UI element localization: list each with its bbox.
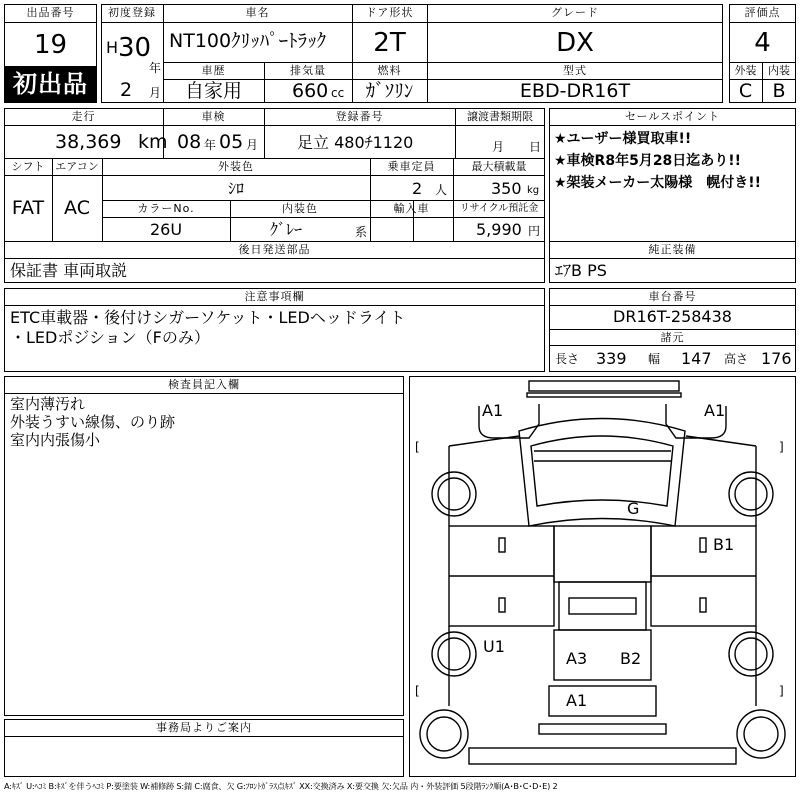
inspection-month: 05 xyxy=(219,131,244,153)
damage-mark-b2: B2 xyxy=(620,649,642,668)
plate-number: 足立 480ﾁ1120 xyxy=(297,133,414,152)
history: 自家用 xyxy=(184,80,242,102)
score-label: 評価点 xyxy=(744,6,781,19)
inspector-line-3: 室内内張傷小 xyxy=(10,431,101,449)
shift-label: シフト xyxy=(11,160,45,173)
sales-point-3: ★架装メーカー太陽様 幌付き!! xyxy=(554,175,762,191)
damage-mark-a1-front-left: A1 xyxy=(482,401,504,420)
sales-points-label: セールスポイント xyxy=(624,110,720,123)
notes-line-1: ETC車載器・後付けシガーソケット・LEDヘッドライト xyxy=(10,308,406,327)
load: 350 xyxy=(491,179,522,198)
first-reg-label: 初度登録 xyxy=(108,6,156,19)
delivery-label: 後日発送部品 xyxy=(238,243,311,256)
int-color-label: 内装色 xyxy=(282,202,318,215)
exterior-label: 外装 xyxy=(734,64,757,77)
model-label: 型式 xyxy=(563,64,587,77)
height-label: 高さ xyxy=(724,352,749,366)
door: 2T xyxy=(373,28,406,58)
notes-label: 注意事項欄 xyxy=(244,290,305,303)
damage-mark-a1-front-right: A1 xyxy=(704,401,726,420)
damage-mark-a1-rear: A1 xyxy=(566,691,588,710)
width-label: 幅 xyxy=(648,352,661,366)
fuel: ｶﾞｿﾘﾝ xyxy=(365,80,414,102)
recycle-unit: 円 xyxy=(528,224,541,238)
length: 339 xyxy=(596,349,627,368)
lot-number-label: 出品番号 xyxy=(26,6,75,19)
mileage-unit: km xyxy=(138,131,168,153)
color: ｼﾛ xyxy=(227,179,244,198)
load-label: 最大積載量 xyxy=(471,160,527,173)
inspector-line-2: 外装うすい線傷、のり跡 xyxy=(10,413,176,431)
reg-year: 30 xyxy=(118,33,152,63)
displacement-unit: cc xyxy=(331,86,345,100)
delivery-content: 保証書 車両取説 xyxy=(10,261,128,280)
recycle-fee: 5,990 xyxy=(476,220,522,239)
ac: AC xyxy=(64,197,90,219)
inspection-year-unit: 年 xyxy=(204,138,217,152)
capacity: 2 xyxy=(412,179,423,198)
transfer-day-unit: 日 xyxy=(529,140,542,154)
shift: FAT xyxy=(11,197,45,219)
grade-label: グレード xyxy=(551,6,599,19)
sales-point-1: ★ユーザー様買取車!! xyxy=(554,131,692,147)
equipment-content: ｴｱB PS xyxy=(555,261,607,280)
reg-month: 2 xyxy=(120,79,133,101)
inspection-label: 車検 xyxy=(201,110,226,123)
car-name-label: 車名 xyxy=(245,6,270,19)
lot-number: 19 xyxy=(33,30,68,60)
color-label: 外装色 xyxy=(218,160,254,173)
mileage-label: 走行 xyxy=(71,110,96,123)
damage-mark-b1: B1 xyxy=(713,535,735,554)
damage-mark-u1: U1 xyxy=(483,637,505,656)
exterior-grade: C xyxy=(738,80,753,102)
fuel-label: 燃料 xyxy=(377,64,402,77)
grade: DX xyxy=(556,28,594,58)
inspector-line-1: 室内薄汚れ xyxy=(10,395,86,413)
load-unit: kg xyxy=(527,185,540,196)
int-color-unit: 系 xyxy=(355,225,368,239)
history-label: 車歴 xyxy=(201,64,226,77)
damage-mark-a3: A3 xyxy=(566,649,588,668)
notes-line-2: ・LEDポジション（Fのみ） xyxy=(10,328,210,347)
score: 4 xyxy=(754,28,771,58)
office-label: 事務局よりご案内 xyxy=(156,721,252,734)
bracket-left-1: [ xyxy=(415,440,420,454)
car-diagram xyxy=(409,376,796,777)
specs-label: 諸元 xyxy=(660,331,685,344)
ac-label: エアコン xyxy=(55,160,99,173)
length-label: 長さ xyxy=(555,352,580,366)
capacity-unit: 人 xyxy=(435,183,448,197)
reg-month-unit: 月 xyxy=(149,86,162,100)
transfer-month-unit: 月 xyxy=(492,140,505,154)
plate-label: 登録番号 xyxy=(335,110,384,123)
import-label: 輸入車 xyxy=(393,202,430,215)
bracket-left-2: [ xyxy=(415,684,420,698)
int-color: ｸﾞﾚｰ xyxy=(270,220,303,239)
bracket-right-1: ] xyxy=(779,440,784,454)
equipment-label: 純正装備 xyxy=(648,243,697,256)
chassis-number: DR16T-258438 xyxy=(613,307,732,326)
displacement-label: 排気量 xyxy=(290,64,326,77)
door-label: ドア形状 xyxy=(365,6,414,19)
car-name: NT100ｸﾘｯﾊﾟｰﾄﾗｯｸ xyxy=(169,30,327,52)
inspector-label: 検査員記入欄 xyxy=(168,378,240,391)
displacement: 660 xyxy=(292,80,329,102)
interior-grade: B xyxy=(772,80,786,102)
mileage: 38,369 xyxy=(55,131,122,153)
legend: A:ｷｽﾞ U:ﾍｺﾐ B:ｷｽﾞを伴うﾍｺﾐ P:要塗装 W:補修跡 S:錆 C:腐食、欠 G:ﾌﾛﾝﾄｶﾞﾗｽ点ｷｽﾞ XX:交換済み X:要交換 欠:欠品 内・外装評価 5段階ﾗﾝｸ順(A･B･C･D･E) 2 xyxy=(4,782,558,791)
bracket-right-2: ] xyxy=(779,684,784,698)
recycle-label: リサイクル預託金 xyxy=(459,203,539,214)
height: 176 xyxy=(761,349,792,368)
inspection-month-unit: 月 xyxy=(246,138,259,152)
color-no-label: カラーNo. xyxy=(137,202,195,215)
interior-label: 内装 xyxy=(768,64,790,77)
era: H xyxy=(106,38,119,57)
inspection-year: 08 xyxy=(177,131,202,153)
color-no: 26U xyxy=(149,220,183,239)
sales-point-2: ★車検R8年5月28日迄あり!! xyxy=(554,153,742,169)
capacity-label: 乗車定員 xyxy=(387,160,436,173)
reg-year-unit: 年 xyxy=(149,61,162,75)
first-listing-badge: 初出品 xyxy=(5,66,96,102)
chassis-label: 車台番号 xyxy=(648,290,697,303)
width: 147 xyxy=(681,349,712,368)
model: EBD-DR16T xyxy=(519,80,631,102)
transfer-label: 譲渡書類期限 xyxy=(467,110,533,123)
damage-mark-g: G xyxy=(627,499,640,518)
